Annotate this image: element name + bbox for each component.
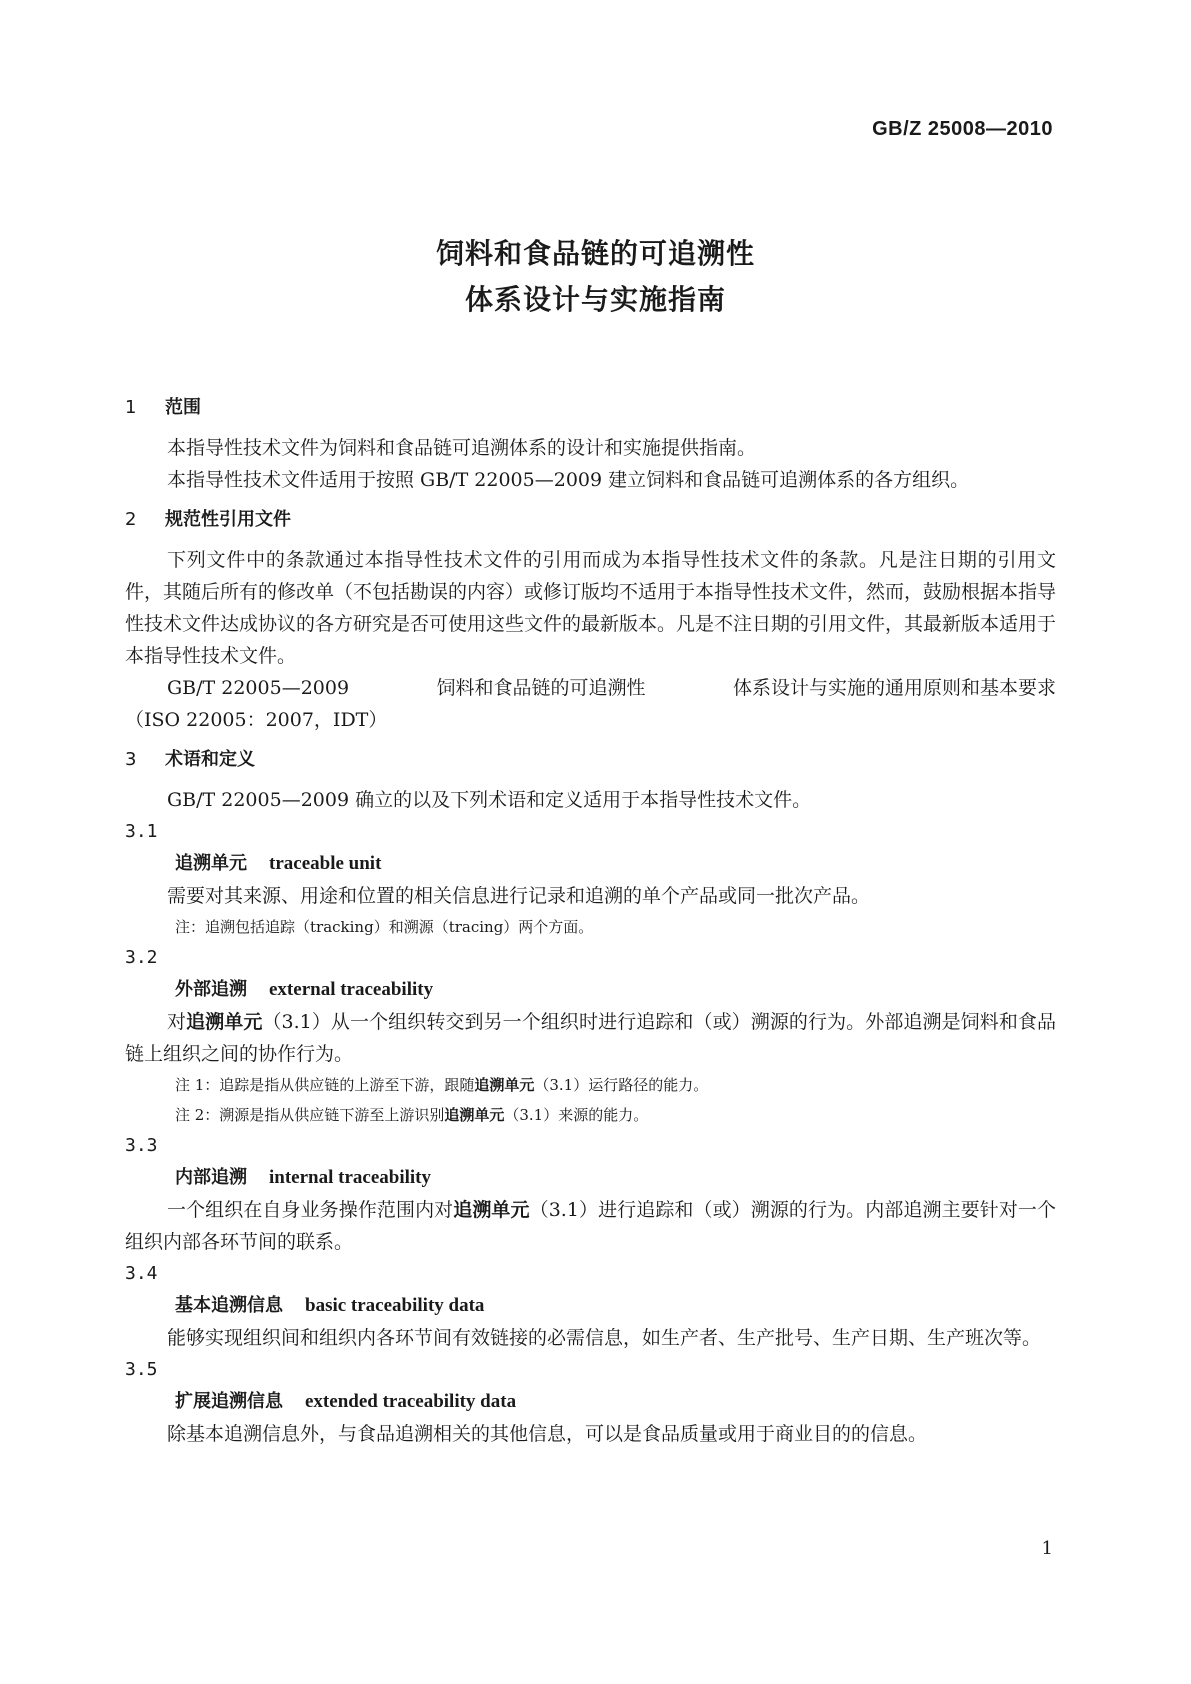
document-title-line-2: 体系设计与实施指南 <box>464 283 726 316</box>
paragraph: 下列文件中的条款通过本指导性技术文件的引用而成为本指导性技术文件的条款。凡是注日期的引用文件，其随后所有的修改单（不包括勘误的内容）或修订版均不适用于本指导性技术文件，然而，鼓励根据本指导性技术文件达成协议的各方研究是否可使用这些文件的最新版本。凡是不注日期的引用文件，其最新版本适用于本指导性技术文件。 <box>125 549 1057 667</box>
term-definition: 能够实现组织间和组织内各环节间有效链接的必需信息，如生产者、生产批号、生产日期、生产班次等。 <box>167 1327 1042 1349</box>
term-chinese: 内部追溯 <box>175 1167 247 1188</box>
document-body <box>125 392 1056 1450</box>
clause-number: 3.2 <box>125 947 158 968</box>
term-english: external traceability <box>269 979 434 1000</box>
term-english: traceable unit <box>269 853 382 874</box>
term-entry <box>125 1162 1056 1194</box>
term-chinese: 外部追溯 <box>175 979 247 1000</box>
term-definition: 除基本追溯信息外，与食品追溯相关的其他信息，可以是食品质量或用于商业目的的信息。 <box>167 1423 928 1445</box>
section-heading-normative-references: 2 规范性引用文件 <box>125 509 291 530</box>
term-definition: 一个组织在自身业务操作范围内对追溯单元（3.1）进行追踪和（或）溯源的行为。内部追溯主要针对一个组织内部各环节间的联系。 <box>125 1199 1056 1253</box>
term-definition: 对追溯单元（3.1）从一个组织转交到另一个组织时进行追踪和（或）溯源的行为。外部追溯是饲料和食品链上组织之间的协作行为。 <box>125 1011 1056 1065</box>
note: 注：追溯包括追踪（tracking）和溯源（tracing）两个方面。 <box>175 918 594 936</box>
note: 注 1：追踪是指从供应链的上游至下游，跟随追溯单元（3.1）运行路径的能力。 <box>175 1076 709 1094</box>
term-entry <box>125 1386 1056 1418</box>
cross-reference: 追溯单元 <box>186 1011 263 1033</box>
clause-number: 3.1 <box>125 821 158 842</box>
term-definition: 需要对其来源、用途和位置的相关信息进行记录和追溯的单个产品或同一批次产品。 <box>167 885 871 907</box>
reference-entry <box>125 672 1056 704</box>
section-heading-terms: 3 术语和定义 <box>125 749 255 770</box>
paragraph: GB/T 22005—2009 确立的以及下列术语和定义适用于本指导性技术文件。 <box>167 789 812 811</box>
clause-number: 3.3 <box>125 1135 158 1156</box>
paragraph: 本指导性技术文件适用于按照 GB/T 22005—2009 建立饲料和食品链可追溯体系的各方组织。 <box>167 469 970 491</box>
reference-code: GB/T 22005—2009 <box>167 677 350 699</box>
reference-tail: （ISO 22005：2007，IDT） <box>125 709 388 731</box>
paragraph: 本指导性技术文件为饲料和食品链可追溯体系的设计和实施提供指南。 <box>167 437 757 459</box>
cross-reference: 追溯单元 <box>444 1106 505 1124</box>
term-entry <box>125 974 1056 1006</box>
clause-number: 3.4 <box>125 1263 158 1284</box>
term-chinese: 基本追溯信息 <box>175 1295 283 1316</box>
reference-title-part-2: 体系设计与实施的通用原则和基本要求 <box>732 677 1056 699</box>
term-english: internal traceability <box>269 1167 431 1188</box>
note: 注 2：溯源是指从供应链下游至上游识别追溯单元（3.1）来源的能力。 <box>175 1106 649 1124</box>
term-english: extended traceability data <box>305 1391 517 1412</box>
term-entry <box>125 848 1056 880</box>
cross-reference: 追溯单元 <box>474 1076 535 1094</box>
term-english: basic traceability data <box>305 1295 485 1316</box>
term-chinese: 扩展追溯信息 <box>175 1391 283 1412</box>
reference-title-part-1: 饲料和食品链的可追溯性 <box>436 677 646 699</box>
clause-number: 3.5 <box>125 1359 158 1380</box>
term-chinese: 追溯单元 <box>175 853 247 874</box>
standard-number: GB/Z 25008—2010 <box>872 118 1053 140</box>
page-number: 1 <box>1041 1538 1053 1559</box>
document-title-line-1: 饲料和食品链的可追溯性 <box>435 237 755 270</box>
section-heading-scope: 1 范围 <box>125 397 201 418</box>
cross-reference: 追溯单元 <box>453 1199 530 1221</box>
term-entry <box>125 1290 1056 1322</box>
